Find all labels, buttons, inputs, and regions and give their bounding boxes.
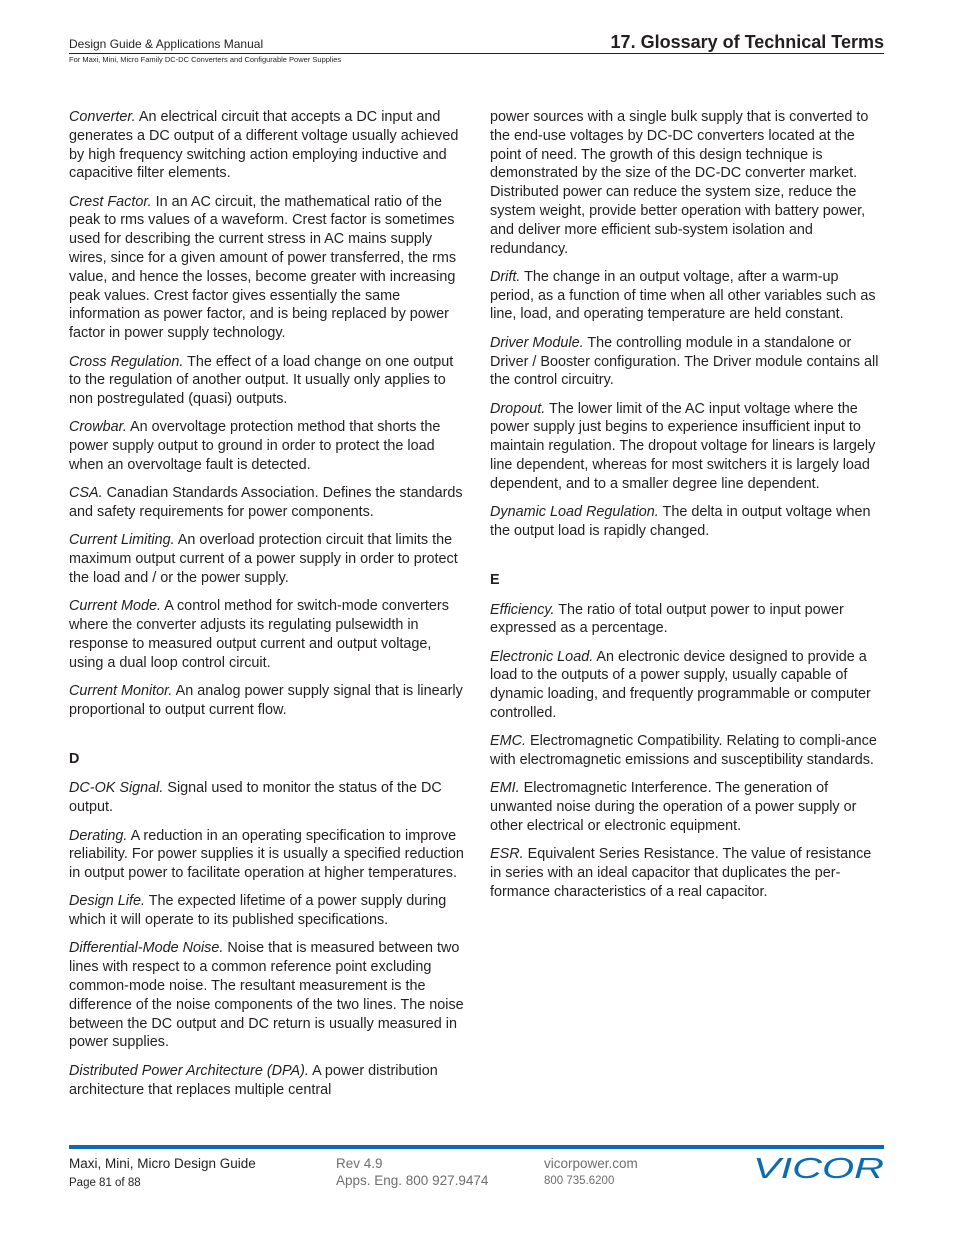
glossary-entry [490, 601, 886, 639]
glossary-entry [490, 779, 886, 835]
letter-heading-e: E [490, 571, 500, 588]
glossary-entry [490, 400, 886, 494]
glossary-definition: In an AC circuit, the mathematical ratio of the peak to rms values of a waveform. Crest factor is sometimes used for describing the current stress in AC mains supply wires, since for a given amount of power transferred, the rms value, and hence the losses, become greater with increasing peak values. Crest factor gives essentially the same information as power factor, and is being replaced by power factor in power supply technology. [69, 193, 457, 342]
glossary-entry [69, 484, 464, 522]
glossary-definition: An analog power supply signal that is linearly proportional to output current flow. [69, 683, 463, 718]
glossary-entry [69, 892, 464, 930]
glossary-entry [490, 845, 886, 901]
glossary-term: Driver Module. [490, 334, 584, 351]
page-number: Page 81 of 88 [69, 1177, 141, 1189]
glossary-group-e [490, 601, 886, 902]
glossary-definition: The lower limit of the AC input voltage where the power supply just begins to experience insufficient input to maintain regulation. The dropout voltage for linears is largely line dependent, whereas for most switchers it is largely load dependent, and to a smaller degree line dependent. [490, 400, 876, 492]
glossary-entry [69, 597, 464, 672]
glossary-definition: The controlling module in a standalone or Driver / Booster configuration. The Driver module contains all the control circuitry. [490, 334, 879, 389]
glossary-group-c [69, 108, 464, 720]
glossary-definition: Electromagnetic Compatibility. Relating to compli-ance with electromagnetic emissions and susceptibility standards. [490, 733, 877, 769]
section-title: 17. Glossary of Technical Terms [610, 32, 884, 52]
glossary-term: Drift. [490, 268, 521, 285]
glossary-entry [490, 732, 886, 770]
glossary-entry [490, 648, 886, 723]
glossary-definition: Equivalent Series Resistance. The value of resistance in series with an ideal capacitor that duplicates the per-formance characteristics of a real capacitor. [490, 846, 872, 900]
glossary-term: ESR. [490, 846, 524, 863]
glossary-entry [69, 531, 464, 587]
apps-phone: Apps. Eng. 800 927.9474 [336, 1173, 489, 1188]
glossary-term: Efficiency. [490, 601, 555, 618]
glossary-term: Differential-Mode Noise. [69, 940, 224, 957]
glossary-definition: The effect of a load change on one output to the regulation of another output. It usually only applies to non postregulated (quasi) outputs. [69, 353, 454, 408]
glossary-term: DC-OK Signal. [69, 780, 164, 797]
manual-subtitle: For Maxi, Mini, Micro Family DC-DC Converters and Configurable Power Supplies [69, 55, 342, 64]
vicor-logo-text: VICOR [753, 1155, 885, 1181]
glossary-term: EMC. [490, 733, 526, 750]
dpa-continuation: power sources with a single bulk supply that is converted to the end-use voltages by DC-DC converters located at the point of need. The growth of this design technique is demonstrated by the size of the DC-DC converter market. Distributed power can reduce the system size, reduce the system weight, provide better operation with battery power, and deliver more efficient sub-system isolation and redundancy. [490, 109, 869, 257]
glossary-term: Current Limiting. [69, 532, 175, 549]
glossary-entry [69, 418, 464, 474]
right-column [490, 108, 886, 911]
glossary-term: Cross Regulation. [69, 353, 184, 370]
glossary-definition: An overvoltage protection method that shorts the power supply output to ground in order to protect the load when an overvoltage fault is detected. [69, 419, 441, 474]
glossary-entry [69, 193, 464, 343]
vicor-logo [752, 1155, 886, 1181]
glossary-entry [490, 334, 886, 390]
glossary-term: Derating. [69, 827, 128, 844]
footer-guide-name: Maxi, Mini, Micro Design Guide [69, 1156, 256, 1171]
glossary-definition: Canadian Standards Association. Defines the standards and safety requirements for power components. [69, 485, 463, 521]
manual-title: Design Guide & Applications Manual [69, 37, 264, 51]
glossary-definition: An overload protection circuit that limits the maximum output current of a power supply in order to protect the load and / or the power supply. [69, 532, 458, 587]
glossary-entry [69, 1062, 464, 1100]
footer-divider [69, 1145, 884, 1149]
glossary-term: EMI. [490, 780, 520, 797]
website-link[interactable]: vicorpower.com [544, 1156, 638, 1171]
glossary-entry [69, 353, 464, 409]
glossary-term: Crowbar. [69, 419, 127, 436]
glossary-definition: An electronic device designed to provide a load to the outputs of a power supply, usually capable of dynamic loading, and frequently programmable or computer controlled. [490, 648, 871, 722]
glossary-group-d [69, 779, 464, 1099]
sales-phone: 800 735.6200 [544, 1175, 615, 1187]
glossary-term: Current Mode. [69, 598, 161, 615]
glossary-term: Distributed Power Architecture (DPA). [69, 1062, 309, 1079]
glossary-definition: The ratio of total output power to input power expressed as a percentage. [490, 601, 844, 637]
glossary-entry [69, 779, 464, 817]
glossary-definition: A power distribution architecture that replaces multiple central [69, 1062, 438, 1098]
glossary-definition: A reduction in an operating specification to improve reliability. For power supplies it is usually a specified reduction in output power to facilitate operation at higher temperatures. [69, 827, 464, 882]
glossary-term: Converter. [69, 109, 136, 125]
glossary-entry [69, 939, 464, 1052]
header-left [69, 37, 341, 65]
glossary-term: Dropout. [490, 400, 546, 417]
glossary-definition: Signal used to monitor the status of the DC output. [69, 780, 442, 816]
glossary-definition: The expected lifetime of a power supply during which it will operate to its published specifications. [69, 893, 447, 929]
glossary-definition: An electrical circuit that accepts a DC input and generates a DC output of a different voltage usually achieved by high frequency switching action employing inductive and capacitive filter elements. [69, 109, 459, 182]
glossary-entry [69, 827, 464, 883]
glossary-definition: The delta in output voltage when the output load is rapidly changed. [490, 504, 871, 539]
header-divider [69, 53, 884, 54]
glossary-term: Design Life. [69, 893, 145, 910]
glossary-definition: Electromagnetic Interference. The generation of unwanted noise during the operation of a power supply or other electrical or electronic equipment. [490, 780, 857, 834]
glossary-term: CSA. [69, 485, 103, 502]
glossary-term: Current Monitor. [69, 683, 173, 700]
glossary-entry [69, 108, 464, 183]
glossary-definition: A control method for switch-mode converters where the converter adjusts its regulating pulsewidth in response to measured output current and output voltage, using a dual loop control circuit. [69, 598, 449, 671]
glossary-definition: The change in an output voltage, after a warm-up period, as a function of time when all other variables such as line, load, and operating temperature are held constant. [490, 268, 876, 323]
glossary-term: Electronic Load. [490, 648, 594, 665]
left-column [69, 108, 464, 1109]
letter-heading-d: D [69, 750, 80, 767]
glossary-definition: Noise that is measured between two lines with respect to a common reference point excluding common-mode noise. The resultant measurement is the difference of the noise components of the two lines. The noise between the DC output and DC return is usually measured in power supplies. [69, 940, 464, 1051]
glossary-group-d-continued [490, 268, 886, 541]
glossary-entry [490, 268, 886, 324]
revision: Rev 4.9 [336, 1156, 383, 1171]
glossary-entry [69, 682, 464, 720]
glossary-entry [490, 503, 886, 541]
glossary-term: Crest Factor. [69, 193, 152, 210]
glossary-term: Dynamic Load Regulation. [490, 504, 659, 521]
